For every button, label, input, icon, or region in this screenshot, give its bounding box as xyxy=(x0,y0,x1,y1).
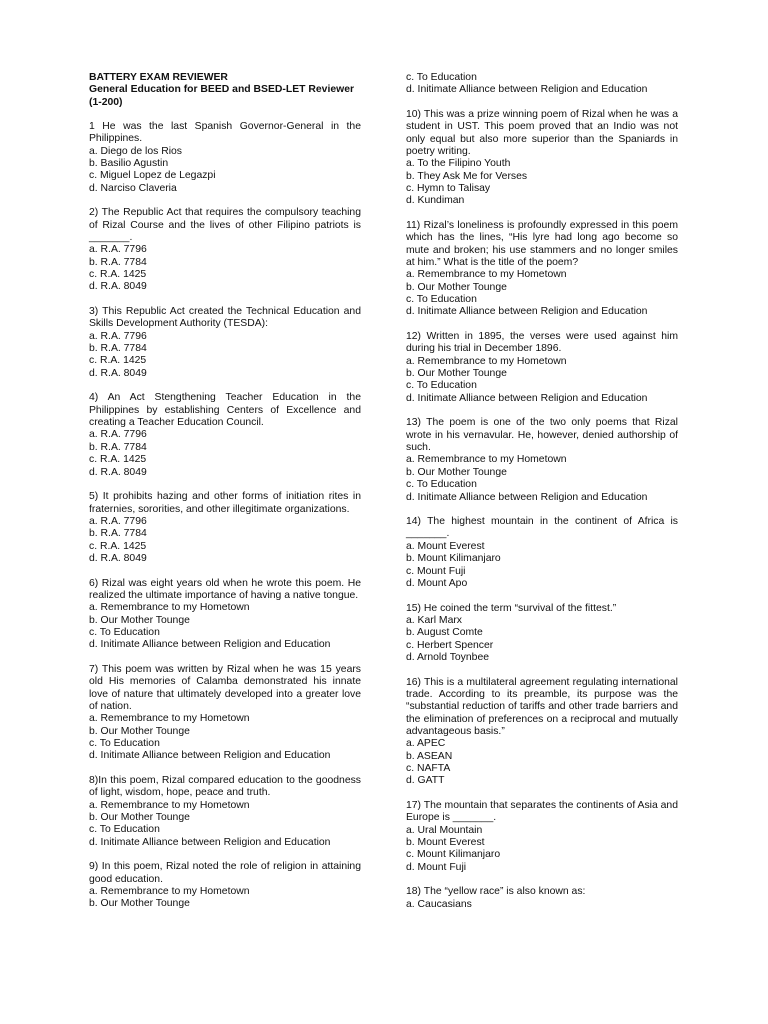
answer-option: c. Miguel Lopez de Legazpi xyxy=(89,170,216,182)
answer-option: b. R.A. 7784 xyxy=(89,528,147,540)
left-column xyxy=(89,72,361,923)
answer-option: a. Remembrance to my Hometown xyxy=(406,355,567,367)
answer-option: b. Mount Kilimanjaro xyxy=(406,553,501,565)
answer-option: d. Initimate Alliance between Religion and Education xyxy=(406,306,648,318)
answer-option: c. Mount Kilimanjaro xyxy=(406,849,501,861)
question-block xyxy=(89,306,361,380)
answer-option: c. Mount Fuji xyxy=(406,565,466,577)
answer-option: c. To Education xyxy=(406,479,477,491)
right-column xyxy=(406,72,678,923)
answer-option: d. Arnold Toynbee xyxy=(406,651,489,663)
answer-option: c. Herbert Spencer xyxy=(406,639,494,651)
question-stem: 3) This Republic Act created the Technical Education and Skills Development Authority (TESDA): xyxy=(89,306,361,330)
answer-option: c. R.A. 1425 xyxy=(89,540,147,552)
answer-option: c. To Education xyxy=(406,294,477,306)
answer-option: c. R.A. 1425 xyxy=(89,454,147,466)
answer-option: c. To Education xyxy=(89,824,160,836)
answer-option: d. R.A. 8049 xyxy=(89,552,147,564)
answer-option: a. Karl Marx xyxy=(406,614,463,626)
question-block xyxy=(406,72,678,97)
answer-option: c. NAFTA xyxy=(406,762,451,774)
answer-option: b. Our Mother Tounge xyxy=(89,614,190,626)
answer-option: d. R.A. 8049 xyxy=(89,367,147,379)
question-stem: 11) Rizal’s loneliness is profoundly expressed in this poem which has the lines, “His lyre had long ago become so mute and broken; his use stammers and no longer smiles at him.” What is the title of the poem? xyxy=(406,220,678,269)
answer-option: d. Initimate Alliance between Religion and Education xyxy=(406,84,648,96)
question-stem: 4) An Act Stengthening Teacher Education in the Philippines by establishing Centers of Excellence and creating a Teacher Education Council. xyxy=(89,392,361,429)
question-stem: 8)In this poem, Rizal compared education to the goodness of light, wisdom, hope, peace and truth. xyxy=(89,774,361,799)
question-block xyxy=(89,664,361,763)
document-title: BATTERY EXAM REVIEWER xyxy=(89,72,228,83)
question-block xyxy=(406,516,678,590)
document-header xyxy=(89,72,361,109)
question-block xyxy=(89,775,361,849)
right-question-list xyxy=(406,72,678,911)
answer-option: c. To Education xyxy=(89,626,160,638)
answer-option: a. Remembrance to my Hometown xyxy=(406,454,567,466)
answer-option: d. R.A. 8049 xyxy=(89,466,147,478)
answer-option: a. Remembrance to my Hometown xyxy=(89,713,250,725)
answer-option: d. Narciso Claveria xyxy=(89,182,177,194)
answer-option: b. Basilio Agustin xyxy=(89,158,169,170)
answer-option: a. Diego de los Rios xyxy=(89,145,182,157)
answer-option: d. Kundiman xyxy=(406,195,465,207)
answer-option: b. Our Mother Tounge xyxy=(406,368,507,380)
question-stem: 2) The Republic Act that requires the compulsory teaching of Rizal Course and the lives of other Filipino patriots is _______. xyxy=(89,207,361,244)
question-stem: 18) The “yellow race” is also known as: xyxy=(406,886,586,898)
answer-option: b. R.A. 7784 xyxy=(89,343,147,355)
answer-option: c. To Education xyxy=(89,737,160,749)
answer-option: a. R.A. 7796 xyxy=(89,515,147,527)
answer-option: b. R.A. 7784 xyxy=(89,441,147,453)
question-block xyxy=(406,331,678,405)
answer-option: d. Mount Fuji xyxy=(406,861,467,873)
answer-option: b. ASEAN xyxy=(406,750,453,762)
question-block xyxy=(406,109,678,208)
answer-option: c. Hymn to Talisay xyxy=(406,183,491,195)
answer-option: b. Our Mother Tounge xyxy=(89,811,190,823)
answer-option: b. August Comte xyxy=(406,627,483,639)
answer-option: a. Remembrance to my Hometown xyxy=(89,885,250,897)
answer-option: b. Mount Everest xyxy=(406,836,485,848)
question-stem: 16) This is a multilateral agreement regulating international trade. According to its preamble, its purpose was the “substantial reduction of tariffs and other trade barriers and the elimination of preferences on a reciprocal and mutually advantageous basis.” xyxy=(406,676,678,737)
answer-option: a. Caucasians xyxy=(406,898,472,910)
question-block xyxy=(406,220,678,319)
answer-option: a. Remembrance to my Hometown xyxy=(89,799,250,811)
question-stem: 13) The poem is one of the two only poems that Rizal wrote in his vernavular. He, however, denied authorship of such. xyxy=(406,417,678,454)
question-stem: 10) This was a prize winning poem of Rizal when he was a student in UST. This poem proved that an Indio was not only equal but also more superior than the Spaniards in poetry writing. xyxy=(406,108,678,158)
question-block xyxy=(89,207,361,293)
answer-option: d. R.A. 8049 xyxy=(89,281,147,293)
question-stem: 15) He coined the term “survival of the fittest.” xyxy=(406,602,617,614)
answer-option: b. Our Mother Tounge xyxy=(89,898,190,910)
question-stem: 1 He was the last Spanish Governor-General in the Philippines. xyxy=(89,121,361,145)
answer-option: a. APEC xyxy=(406,738,446,750)
answer-option: b. Our Mother Tounge xyxy=(89,725,190,737)
answer-option: c. To Education xyxy=(406,72,477,83)
question-stem: 7) This poem was written by Rizal when he was 15 years old His memories of Calamba demonstrated his innate love of nature that ultimately developed into a greater love of nation. xyxy=(89,663,361,712)
question-stem: 6) Rizal was eight years old when he wrote this poem. He realized the ultimate importance of having a native tongue. xyxy=(89,577,361,601)
question-stem: 9) In this poem, Rizal noted the role of religion in attaining good education. xyxy=(89,861,361,885)
answer-option: b. Our Mother Tounge xyxy=(406,466,507,478)
question-block xyxy=(89,392,361,478)
answer-option: a. R.A. 7796 xyxy=(89,330,147,342)
answer-option: d. Initimate Alliance between Religion and Education xyxy=(89,836,331,848)
question-block xyxy=(89,121,361,195)
answer-option: d. Initimate Alliance between Religion and Education xyxy=(406,491,648,503)
answer-option: c. R.A. 1425 xyxy=(89,269,147,281)
answer-option: a. Ural Mountain xyxy=(406,824,483,836)
question-block xyxy=(406,603,678,665)
answer-option: a. R.A. 7796 xyxy=(89,429,147,441)
answer-option: b. Our Mother Tounge xyxy=(406,281,507,293)
answer-option: d. Mount Apo xyxy=(406,577,468,589)
question-block xyxy=(89,491,361,565)
left-question-list xyxy=(89,121,361,911)
answer-option: a. Mount Everest xyxy=(406,540,485,552)
question-stem: 12) Written in 1895, the verses were used against him during his trial in December 1896. xyxy=(406,331,678,355)
answer-option: a. To the Filipino Youth xyxy=(406,158,511,170)
answer-option: a. Remembrance to my Hometown xyxy=(406,269,567,281)
question-stem: 17) The mountain that separates the continents of Asia and Europe is _______. xyxy=(406,799,678,824)
answer-option: b. They Ask Me for Verses xyxy=(406,170,528,182)
answer-option: d. Initimate Alliance between Religion and Education xyxy=(406,392,648,404)
question-block xyxy=(89,861,361,910)
answer-option: c. To Education xyxy=(406,380,477,392)
question-range: (1-200) xyxy=(89,96,123,108)
answer-option: b. R.A. 7784 xyxy=(89,256,147,268)
question-block xyxy=(406,800,678,874)
document-subtitle: General Education for BEED and BSED-LET Reviewer xyxy=(89,84,355,96)
question-block xyxy=(406,886,678,911)
answer-option: d. Initimate Alliance between Religion and Education xyxy=(89,639,331,651)
question-block xyxy=(406,677,678,788)
answer-option: a. Remembrance to my Hometown xyxy=(89,602,250,614)
question-stem: 5) It prohibits hazing and other forms of initiation rites in fraternies, sororities, and other illegitimate organizations. xyxy=(89,491,361,515)
answer-option: d. GATT xyxy=(406,775,445,787)
question-block xyxy=(89,578,361,652)
question-stem: 14) The highest mountain in the continent of Africa is _______. xyxy=(406,516,678,540)
answer-option: d. Initimate Alliance between Religion and Education xyxy=(89,750,331,762)
answer-option: c. R.A. 1425 xyxy=(89,355,147,367)
answer-option: a. R.A. 7796 xyxy=(89,244,147,256)
question-block xyxy=(406,417,678,503)
